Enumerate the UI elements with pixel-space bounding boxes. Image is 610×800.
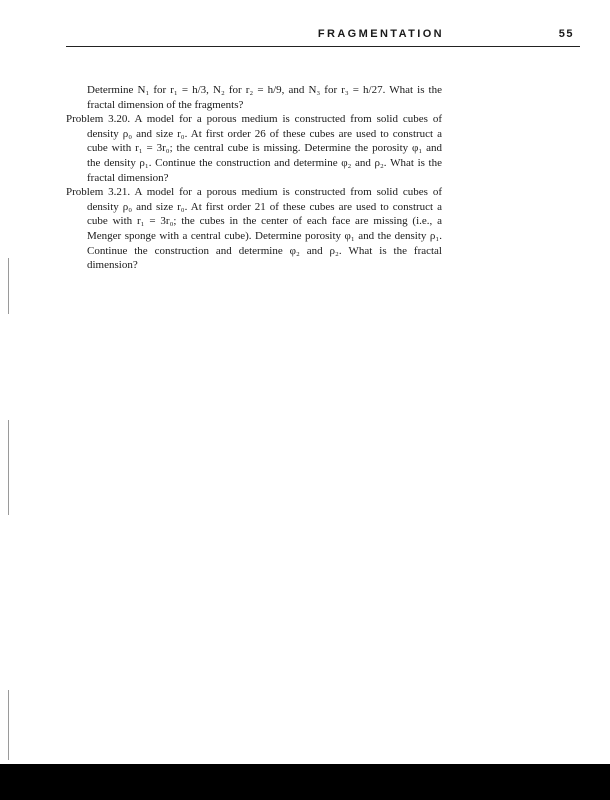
running-title: FRAGMENTATION [317, 28, 444, 40]
body-text [66, 83, 442, 273]
paragraph-continuation: Determine N₁ for r₁ = h/3, N₂ for r₂ = h/9, and N₃ for r₃ = h/27. What is the fractal dimension of the fragments? [87, 84, 442, 111]
header-rule [66, 46, 580, 47]
page-header [66, 28, 574, 42]
scan-margin-line [8, 420, 9, 515]
scan-bottom-bar [0, 764, 610, 800]
scan-margin-line [8, 690, 9, 760]
page-number: 55 [558, 28, 574, 40]
problem-3-21: Problem 3.21. A model for a porous medium is constructed from solid cubes of density ρ₀ and size r₀. At first order 21 of these cubes are used to construct a cube with r₁ = 3r₀; the cubes in the center of each face are missing (i.e., a Menger sponge with a central cube). Determine porosity φ₁ and the density ρ₁. Continue the construction and determine φ₂ and ρ₂. What is the fractal dimension? [66, 186, 442, 272]
problem-3-20: Problem 3.20. A model for a porous medium is constructed from solid cubes of density ρ₀ and size r₀. At first order 26 of these cubes are used to construct a cube with r₁ = 3r₀; the central cube is missing. Determine the porosity φ₁ and the density ρ₁. Continue the construction and determine φ₂ and ρ₂. What is the fractal dimension? [66, 113, 442, 184]
scan-margin-line [8, 258, 9, 314]
